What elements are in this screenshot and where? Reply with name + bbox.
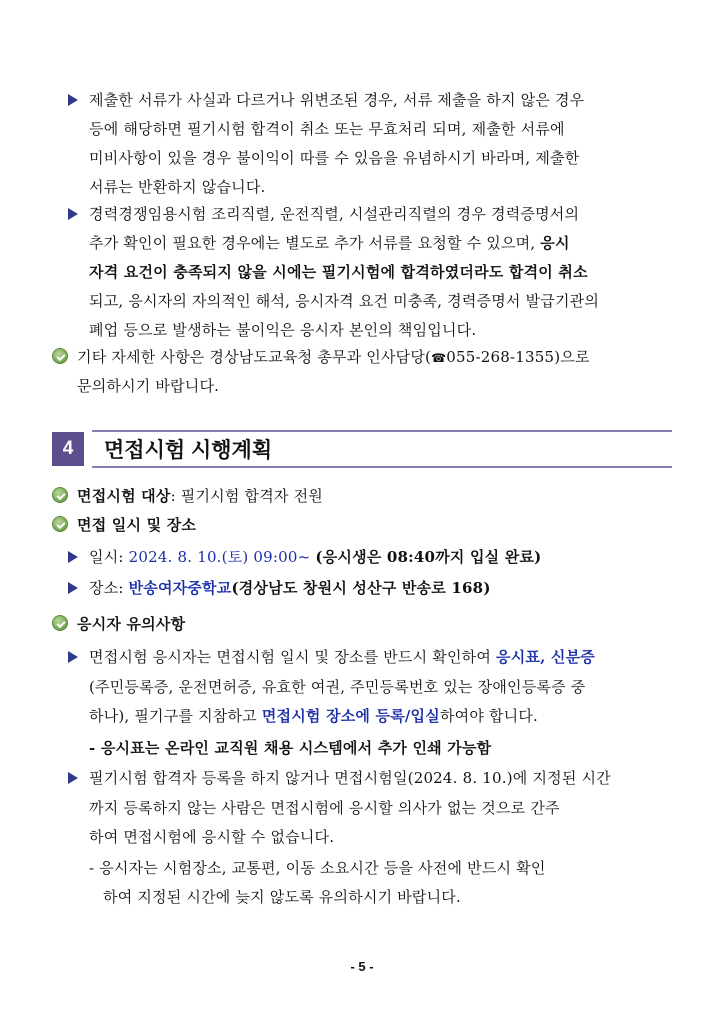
text-line: 하여 면접시험에 응시할 수 없습니다. bbox=[89, 828, 335, 846]
bold-text-line: 자격 요건이 충족되지 않을 시에는 필기시험에 합격하였더라도 합격이 취소 bbox=[89, 263, 588, 281]
text-span: 기타 자세한 사항은 경상남도교육청 총무과 인사담당( bbox=[77, 348, 432, 366]
subheading: 면접 일시 및 장소 bbox=[77, 516, 197, 534]
sub-note: - 응시표는 온라인 교직원 채용 시스템에서 추가 인쇄 가능함 bbox=[89, 739, 492, 757]
section-rule-bottom bbox=[92, 466, 672, 468]
place-address: (경상남도 창원시 성산구 반송로 168) bbox=[231, 579, 491, 597]
check-circle-icon bbox=[52, 615, 68, 631]
text-line: 제출한 서류가 사실과 다르거나 위변조된 경우, 서류 제출을 하지 않은 경우 bbox=[89, 91, 585, 109]
date-value: 2024. 8. 10.(토) 09:00~ bbox=[128, 548, 311, 566]
triangle-bullet-icon bbox=[68, 551, 78, 563]
triangle-bullet-icon bbox=[68, 582, 78, 594]
label-text: 일시: bbox=[89, 548, 129, 566]
label-text: 면접시험 대상 bbox=[77, 487, 171, 505]
text-span: 면접시험 응시자는 면접시험 일시 및 장소를 반드시 확인하여 bbox=[89, 648, 492, 666]
text-line: 등에 해당하면 필기시험 합격이 취소 또는 무효처리 되며, 제출한 서류에 bbox=[89, 120, 565, 138]
text-line: 문의하시기 바랍니다. bbox=[77, 377, 220, 395]
subheading: 응시자 유의사항 bbox=[77, 615, 186, 633]
text-span: 하나), 필기구를 지참하고 bbox=[89, 707, 257, 725]
text-line: 서류는 반환하지 않습니다. bbox=[89, 178, 266, 196]
section-rule-top bbox=[92, 430, 672, 432]
text-line: 폐업 등으로 발생하는 불이익은 응시자 본인의 책임입니다. bbox=[89, 321, 477, 339]
phone-number: 055-268-1355)으로 bbox=[446, 348, 590, 366]
text-line: 필기시험 합격자 등록을 하지 않거나 면접시험일(2024. 8. 10.)에 지정된 시간 bbox=[89, 769, 611, 787]
triangle-bullet-icon bbox=[68, 94, 78, 106]
text-line bbox=[77, 346, 590, 367]
page-number: - 5 - bbox=[350, 959, 374, 974]
bold-text: 응시 bbox=[540, 234, 570, 252]
triangle-bullet-icon bbox=[68, 772, 78, 784]
date-note: (응시생은 08:40까지 입실 완료) bbox=[315, 548, 542, 566]
label-text: 장소: bbox=[89, 579, 129, 597]
triangle-bullet-icon bbox=[68, 208, 78, 220]
check-circle-icon bbox=[52, 348, 68, 364]
text-line bbox=[89, 577, 491, 598]
text-line: 미비사항이 있을 경우 불이익이 따를 수 있음을 유념하시기 바라며, 제출한 bbox=[89, 149, 580, 167]
check-circle-icon bbox=[52, 516, 68, 532]
text-line bbox=[77, 485, 323, 506]
text-line: 까지 등록하지 않는 사람은 면접시험에 응시할 의사가 없는 것으로 간주 bbox=[89, 799, 560, 817]
section-number-badge: 4 bbox=[52, 432, 84, 466]
text-line bbox=[89, 546, 541, 567]
emphasis-text: 면접시험 장소에 등록/입실 bbox=[261, 707, 440, 725]
value-text: : 필기시험 합격자 전원 bbox=[170, 487, 323, 505]
phone-icon: ☎ bbox=[431, 351, 447, 365]
text-line bbox=[89, 646, 595, 667]
check-circle-icon bbox=[52, 487, 68, 503]
text-line: 경력경쟁임용시험 조리직렬, 운전직렬, 시설관리직렬의 경우 경력증명서의 bbox=[89, 205, 580, 223]
triangle-bullet-icon bbox=[68, 651, 78, 663]
sub-note: 하여 지정된 시간에 늦지 않도록 유의하시기 바랍니다. bbox=[103, 888, 461, 906]
text-line bbox=[89, 232, 570, 253]
emphasis-text: 응시표, 신분증 bbox=[496, 648, 595, 666]
text-line bbox=[89, 705, 538, 726]
section-title: 면접시험 시행계획 bbox=[104, 439, 273, 462]
text-line: 되고, 응시자의 자의적인 해석, 응시자격 요건 미충족, 경력증명서 발급기관의 bbox=[89, 292, 600, 310]
text-line: (주민등록증, 운전면허증, 유효한 여권, 주민등록번호 있는 장애인등록증 중 bbox=[89, 678, 586, 696]
text-span: 추가 확인이 필요한 경우에는 별도로 추가 서류를 요청할 수 있으며, bbox=[89, 234, 536, 252]
sub-note: - 응시자는 시험장소, 교통편, 이동 소요시간 등을 사전에 반드시 확인 bbox=[89, 859, 546, 877]
place-value: 반송여자중학교 bbox=[128, 579, 232, 597]
text-span: 하여야 합니다. bbox=[439, 707, 539, 725]
